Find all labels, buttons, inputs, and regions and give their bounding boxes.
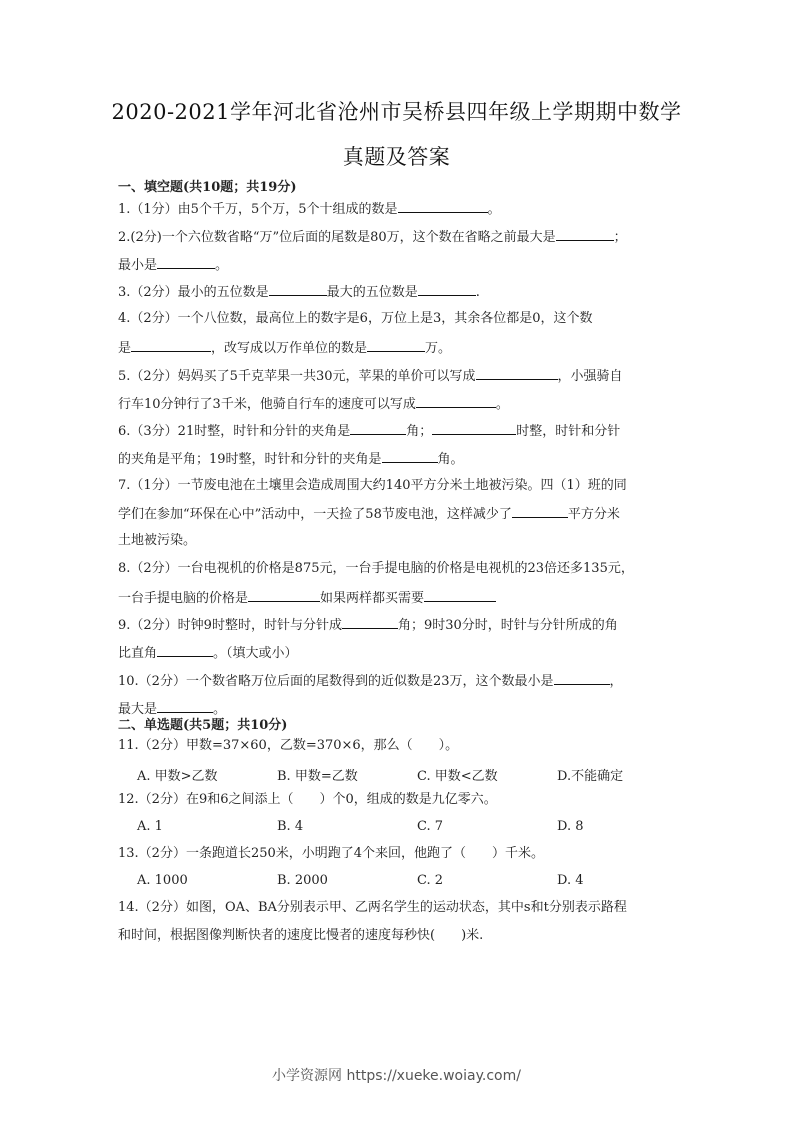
- answer-blank: [476, 367, 558, 380]
- footer-watermark: 小学资源网 https://xueke.woiay.com/: [272, 1068, 521, 1084]
- question-11: 11.（2分）甲数=37×60，乙数=370×6，那么（ ）。: [118, 738, 459, 753]
- question-7: 7.（1分）一节废电池在土壤里会造成周围大约140平方分米土地被污染。四（1）班的同: [118, 478, 627, 493]
- question-2: 2.(2分)一个六位数省略“万”位后面的尾数是80万，这个数在省略之前最大是 ；: [118, 230, 627, 245]
- q12-option-c: C. 7: [417, 819, 444, 834]
- document-title-line1: 2020-2021学年河北省沧州市吴桥县四年级上学期期中数学: [111, 100, 682, 124]
- q12-option-a: A. 1: [137, 819, 163, 834]
- question-8-cont: 一台手提电脑的价格是 如果两样都买需要: [118, 589, 496, 607]
- question-10: 10.（2分）一个数省略万位后面的尾数得到的近似数是23万，这个数最小是 ，: [118, 674, 623, 689]
- q11-option-c: C. 甲数<乙数: [417, 769, 498, 784]
- question-7-cont: 学们在参加“环保在心中”活动中，一天捡了58节废电池，这样减少了 平方分米: [118, 507, 620, 522]
- q13-option-c: C. 2: [417, 873, 444, 888]
- answer-blank: [131, 339, 211, 352]
- question-9-cont: 比直角 。（填大或小）: [118, 646, 298, 661]
- question-6: 6.（3分）21时整，时针和分针的夹角是 角； 时整，时针和分针: [118, 424, 621, 439]
- answer-blank: [554, 672, 610, 685]
- answer-blank: [418, 283, 476, 296]
- answer-blank: [512, 505, 568, 518]
- question-4: 4.（2分）一个八位数，最高位上的数字是6，万位上是3，其余各位都是0，这个数: [118, 311, 593, 326]
- question-1: 1.（1分）由5个千万，5个万，5个十组成的数是 。: [118, 202, 501, 217]
- q12-option-b: B. 4: [277, 819, 304, 834]
- q11-option-d: D.不能确定: [557, 769, 624, 784]
- question-6-cont: 的夹角是平角；19时整，时针和分针的夹角是 角。: [118, 452, 464, 467]
- question-14-cont: 和时间，根据图像判断快者的速度比慢者的速度每秒快( )米.: [118, 928, 484, 943]
- question-8: 8.（2分）一台电视机的价格是875元，一台手提电脑的价格是电视机的23倍还多135元，: [118, 561, 634, 576]
- section1-heading: 一、填空题(共10题；共19分): [118, 180, 297, 195]
- question-9: 9.（2分）时钟9时整时，时针与分针成 角；9时30分时，时针与分针所成的角: [118, 618, 618, 633]
- answer-blank: [269, 283, 327, 296]
- question-5-cont: 行车10分钟行了3千米，他骑自行车的速度可以写成 。: [118, 397, 509, 412]
- q12-option-d: D. 8: [557, 819, 584, 834]
- answer-blank: [342, 616, 398, 629]
- answer-blank: [157, 644, 213, 657]
- answer-blank: [424, 589, 496, 602]
- answer-blank: [416, 395, 496, 408]
- q11-option-b: B. 甲数=乙数: [277, 769, 358, 784]
- q13-option-d: D. 4: [557, 873, 584, 888]
- question-7-cont2: 土地被污染。: [118, 533, 197, 548]
- question-14: 14.（2分）如图，OA、BA分别表示甲、乙两名学生的运动状态，其中s和t分别表示路程: [118, 900, 627, 915]
- question-2-cont: 最小是 。: [118, 258, 229, 273]
- answer-blank: [248, 589, 320, 602]
- answer-blank: [157, 700, 213, 713]
- question-12: 12.（2分）在9和6之间添上（ ）个0，组成的数是九亿零六。: [118, 792, 497, 807]
- answer-blank: [157, 256, 215, 269]
- q11-option-a: A. 甲数>乙数: [137, 769, 218, 784]
- question-3: 3.（2分）最小的五位数是 最大的五位数是 .: [118, 285, 480, 300]
- answer-blank: [556, 228, 614, 241]
- answer-blank: [432, 422, 516, 435]
- question-5: 5.（2分）妈妈买了5千克苹果一共30元，苹果的单价可以写成 ，小强骑自: [118, 369, 623, 384]
- answer-blank: [367, 339, 425, 352]
- q13-option-b: B. 2000: [277, 873, 328, 888]
- answer-blank: [382, 450, 438, 463]
- question-4-cont: 是 ，改写成以万作单位的数是 万。: [118, 341, 452, 356]
- answer-blank: [398, 200, 488, 213]
- section2-heading: 二、单选题(共5题；共10分): [118, 718, 288, 733]
- document-title-line2: 真题及答案: [342, 145, 451, 169]
- question-13: 13.（2分）一条跑道长250米，小明跑了4个来回，他跑了（ ）千米。: [118, 846, 545, 861]
- q13-option-a: A. 1000: [137, 873, 188, 888]
- answer-blank: [350, 422, 406, 435]
- question-10-cont: 最大是 。: [118, 702, 227, 717]
